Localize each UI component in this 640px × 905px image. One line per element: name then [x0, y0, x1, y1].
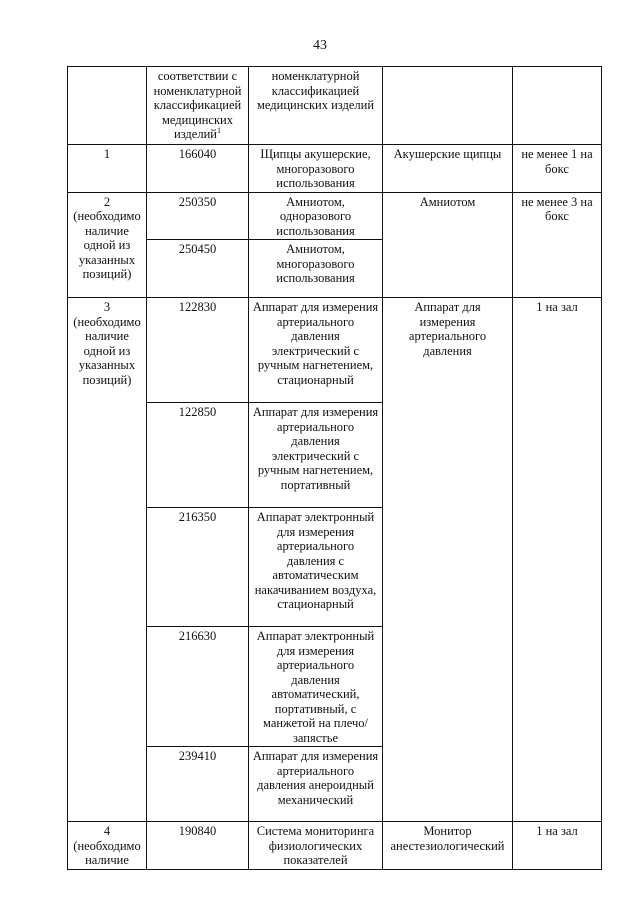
row-number: 3: [103, 300, 111, 314]
table-row: [68, 822, 602, 870]
row-number-cell: [68, 192, 147, 298]
code-cell: 216630: [147, 627, 249, 747]
qty-cell: 1 на зал: [513, 822, 602, 870]
row-number-note: (необходимо наличие одной из указанных позиций): [73, 209, 141, 281]
row-number-cell: [68, 298, 147, 822]
row-number: 1: [103, 147, 111, 161]
type-cell: Аппарат для измерения артериального давления: [383, 298, 513, 822]
name-cell: Щипцы акушерские, многоразового использования: [249, 145, 383, 193]
type-cell: Монитор анестезиологический: [383, 822, 513, 870]
code-cell: 239410: [147, 747, 249, 822]
row-number: 4: [103, 824, 111, 838]
code-cell: 250450: [147, 240, 249, 298]
qty-cell: не менее 1 на бокс: [513, 145, 602, 193]
row-number-cell: [68, 145, 147, 193]
code-cell: 122830: [147, 298, 249, 403]
row-number-cell: [68, 822, 147, 870]
row-number-note: (необходимо наличие одной из указанных позиций): [73, 314, 141, 387]
header-col4: [383, 67, 513, 145]
equipment-table: [67, 66, 602, 870]
row-number: 2: [103, 194, 111, 209]
name-cell: Амниотом, многоразового использования: [249, 240, 383, 298]
header-col2: [147, 67, 249, 145]
name-cell: Аппарат для измерения артериального давления электрический с ручным нагнетением, портативный: [249, 403, 383, 508]
table-header-row: [68, 67, 602, 145]
header-col2-text: соответствии с номенклатурной классификацией медицинских изделий: [153, 69, 242, 141]
code-cell: 250350: [147, 192, 249, 240]
table-row: [68, 145, 602, 193]
name-cell: Система мониторинга физиологических показателей: [249, 822, 383, 870]
qty-cell: 1 на зал: [513, 298, 602, 822]
code-cell: 190840: [147, 822, 249, 870]
header-col5: [513, 67, 602, 145]
code-cell: 166040: [147, 145, 249, 193]
name-cell: Аппарат для измерения артериального давления анероидный механический: [249, 747, 383, 822]
header-col1: [68, 67, 147, 145]
page-number: 43: [313, 38, 327, 53]
footnote-mark: 1: [216, 125, 221, 135]
type-cell: Амниотом: [383, 192, 513, 298]
name-cell: Амниотом, одноразового использования: [249, 192, 383, 240]
code-cell: 122850: [147, 403, 249, 508]
table-row: [68, 298, 602, 403]
name-cell: Аппарат электронный для измерения артериального давления автоматический, портативный, с манжетой на плечо/запястье: [249, 627, 383, 747]
type-cell: Акушерские щипцы: [383, 145, 513, 193]
table-row: [68, 192, 602, 240]
row-number-note: (необходимо наличие: [73, 838, 141, 867]
header-col3: номенклатурной классификацией медицинских изделий: [249, 67, 383, 145]
name-cell: Аппарат для измерения артериального давления электрический с ручным нагнетением, стационарный: [249, 298, 383, 403]
name-cell: Аппарат электронный для измерения артериального давления с автоматическим накачиванием воздуха, стационарный: [249, 508, 383, 627]
qty-cell: не менее 3 на бокс: [513, 192, 602, 298]
code-cell: 216350: [147, 508, 249, 627]
